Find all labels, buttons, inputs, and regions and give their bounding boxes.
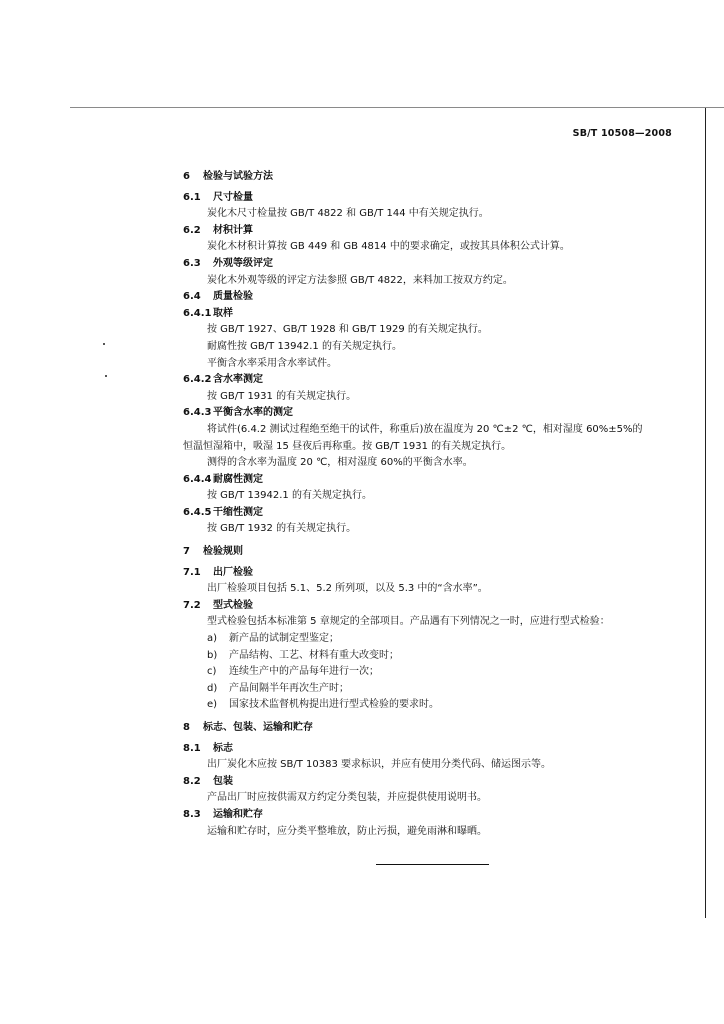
heading-title: 标志、包装、运输和贮存 bbox=[203, 722, 313, 733]
list-item-text: 国家技术监督机构提出进行型式检验的要求时。 bbox=[229, 699, 439, 711]
heading-number: 6.2 bbox=[183, 224, 201, 236]
list-item-text: 产品间隔半年再次生产时； bbox=[229, 682, 349, 694]
heading-title: 包装 bbox=[213, 775, 233, 787]
list-marker: b) bbox=[207, 649, 218, 661]
paragraph: 出厂炭化木应按 SB/T 10383 要求标识，并应有使用分类代码、储运图示等。 bbox=[207, 759, 552, 771]
heading-number: 8.1 bbox=[183, 742, 201, 754]
subsection-heading bbox=[183, 372, 683, 389]
heading-title: 材积计算 bbox=[213, 224, 253, 236]
heading-number: 7.2 bbox=[183, 599, 201, 611]
heading-number: 6.4.1 bbox=[183, 307, 212, 319]
list-item-text: 产品结构、工艺、材料有重大改变时； bbox=[229, 649, 399, 661]
heading-number: 6.4.3 bbox=[183, 407, 212, 419]
subsection-heading bbox=[183, 223, 683, 240]
subsection-heading bbox=[183, 774, 683, 791]
paragraph: 按 GB/T 1932 的有关规定执行。 bbox=[207, 523, 357, 535]
heading-number: 8 bbox=[183, 722, 190, 733]
heading-title: 质量检验 bbox=[213, 291, 253, 303]
heading-title: 标志 bbox=[213, 742, 233, 754]
heading-number: 8.3 bbox=[183, 808, 201, 820]
heading-number: 6.4 bbox=[183, 291, 201, 303]
list-item-text: 新产品的试制定型鉴定； bbox=[229, 633, 339, 645]
heading-number: 7.1 bbox=[183, 566, 201, 578]
heading-number: 6 bbox=[183, 171, 190, 182]
list-item bbox=[183, 697, 683, 714]
paragraph: 型式检验包括本标准第 5 章规定的全部项目。产品遇有下列情况之一时，应进行型式检验： bbox=[207, 616, 610, 628]
page-edge-rule bbox=[705, 108, 706, 918]
heading-number: 6.4.2 bbox=[183, 374, 212, 386]
heading-number: 6.3 bbox=[183, 257, 201, 269]
list-item-text: 连续生产中的产品每年进行一次； bbox=[229, 666, 379, 678]
section-heading bbox=[183, 169, 683, 186]
list-marker: a) bbox=[207, 633, 218, 645]
end-rule bbox=[376, 864, 489, 865]
heading-title: 取样 bbox=[213, 307, 233, 319]
list-item bbox=[183, 664, 683, 681]
heading-title: 耐腐性测定 bbox=[213, 473, 263, 485]
heading-title: 含水率测定 bbox=[213, 374, 263, 386]
subsection-heading bbox=[183, 598, 683, 615]
paragraph: 按 GB/T 1927、GB/T 1928 和 GB/T 1929 的有关规定执行。 bbox=[207, 324, 488, 336]
subsection-heading bbox=[183, 472, 683, 489]
heading-number: 6.4.4 bbox=[183, 473, 212, 485]
header-rule bbox=[70, 107, 724, 108]
heading-title: 检验规则 bbox=[203, 546, 243, 558]
subsection-heading bbox=[183, 306, 683, 323]
heading-title: 出厂检验 bbox=[213, 566, 253, 578]
heading-title: 尺寸检量 bbox=[213, 191, 253, 203]
paragraph: 将试件(6.4.2 测试过程绝至绝干的试件，称重后)放在温度为 20 ℃±2 ℃，相对湿度 60%±5%的 bbox=[207, 423, 643, 435]
paragraph: 炭化木材积计算按 GB 449 和 GB 4814 中的要求确定，或按其具体积公式计算。 bbox=[207, 241, 570, 253]
paragraph: 炭化木尺寸检量按 GB/T 4822 和 GB/T 144 中有关规定执行。 bbox=[207, 208, 489, 220]
heading-title: 型式检验 bbox=[213, 599, 253, 611]
heading-number: 6.4.5 bbox=[183, 506, 212, 518]
subsection-heading bbox=[183, 807, 683, 824]
list-item bbox=[183, 681, 683, 698]
heading-number: 6.1 bbox=[183, 191, 201, 203]
paragraph: 恒温恒湿箱中，吸湿 15 昼夜后再称重。按 GB/T 1931 的有关规定执行。 bbox=[183, 440, 512, 452]
paragraph: 按 GB/T 13942.1 的有关规定执行。 bbox=[207, 490, 372, 502]
document-body bbox=[183, 163, 683, 840]
paragraph: 运输和贮存时，应分类平整堆放，防止污损，避免雨淋和曝晒。 bbox=[207, 825, 487, 837]
scan-speck bbox=[105, 375, 107, 377]
heading-number: 8.2 bbox=[183, 775, 201, 787]
paragraph: 出厂检验项目包括 5.1、5.2 所列项，以及 5.3 中的“含水率”。 bbox=[207, 583, 488, 595]
list-marker: c) bbox=[207, 666, 217, 678]
subsection-heading bbox=[183, 289, 683, 306]
section-heading bbox=[183, 544, 683, 561]
heading-title: 干缩性测定 bbox=[213, 506, 263, 518]
subsection-heading bbox=[183, 565, 683, 582]
document-code: SB/T 10508—2008 bbox=[572, 128, 672, 139]
subsection-heading bbox=[183, 256, 683, 273]
paragraph: 测得的含水率为温度 20 ℃，相对湿度 60%的平衡含水率。 bbox=[207, 457, 473, 469]
paragraph: 耐腐性按 GB/T 13942.1 的有关规定执行。 bbox=[207, 340, 402, 352]
heading-title: 平衡含水率的测定 bbox=[213, 407, 293, 419]
section-heading bbox=[183, 720, 683, 737]
subsection-heading bbox=[183, 190, 683, 207]
subsection-heading bbox=[183, 741, 683, 758]
heading-number: 7 bbox=[183, 546, 190, 558]
subsection-heading bbox=[183, 505, 683, 522]
paragraph: 产品出厂时应按供需双方约定分类包装，并应提供使用说明书。 bbox=[207, 792, 487, 804]
heading-title: 外观等级评定 bbox=[213, 257, 273, 269]
paragraph: 炭化木外观等级的评定方法参照 GB/T 4822，来料加工按双方约定。 bbox=[207, 274, 513, 286]
subsection-heading bbox=[183, 405, 683, 422]
paragraph: 平衡含水率采用含水率试件。 bbox=[207, 357, 337, 369]
list-marker: d) bbox=[207, 682, 218, 694]
heading-title: 检验与试验方法 bbox=[203, 171, 273, 182]
paragraph: 按 GB/T 1931 的有关规定执行。 bbox=[207, 390, 357, 402]
list-item bbox=[183, 648, 683, 665]
list-marker: e) bbox=[207, 699, 218, 711]
list-item bbox=[183, 631, 683, 648]
scan-speck bbox=[103, 343, 105, 345]
heading-title: 运输和贮存 bbox=[213, 808, 263, 820]
